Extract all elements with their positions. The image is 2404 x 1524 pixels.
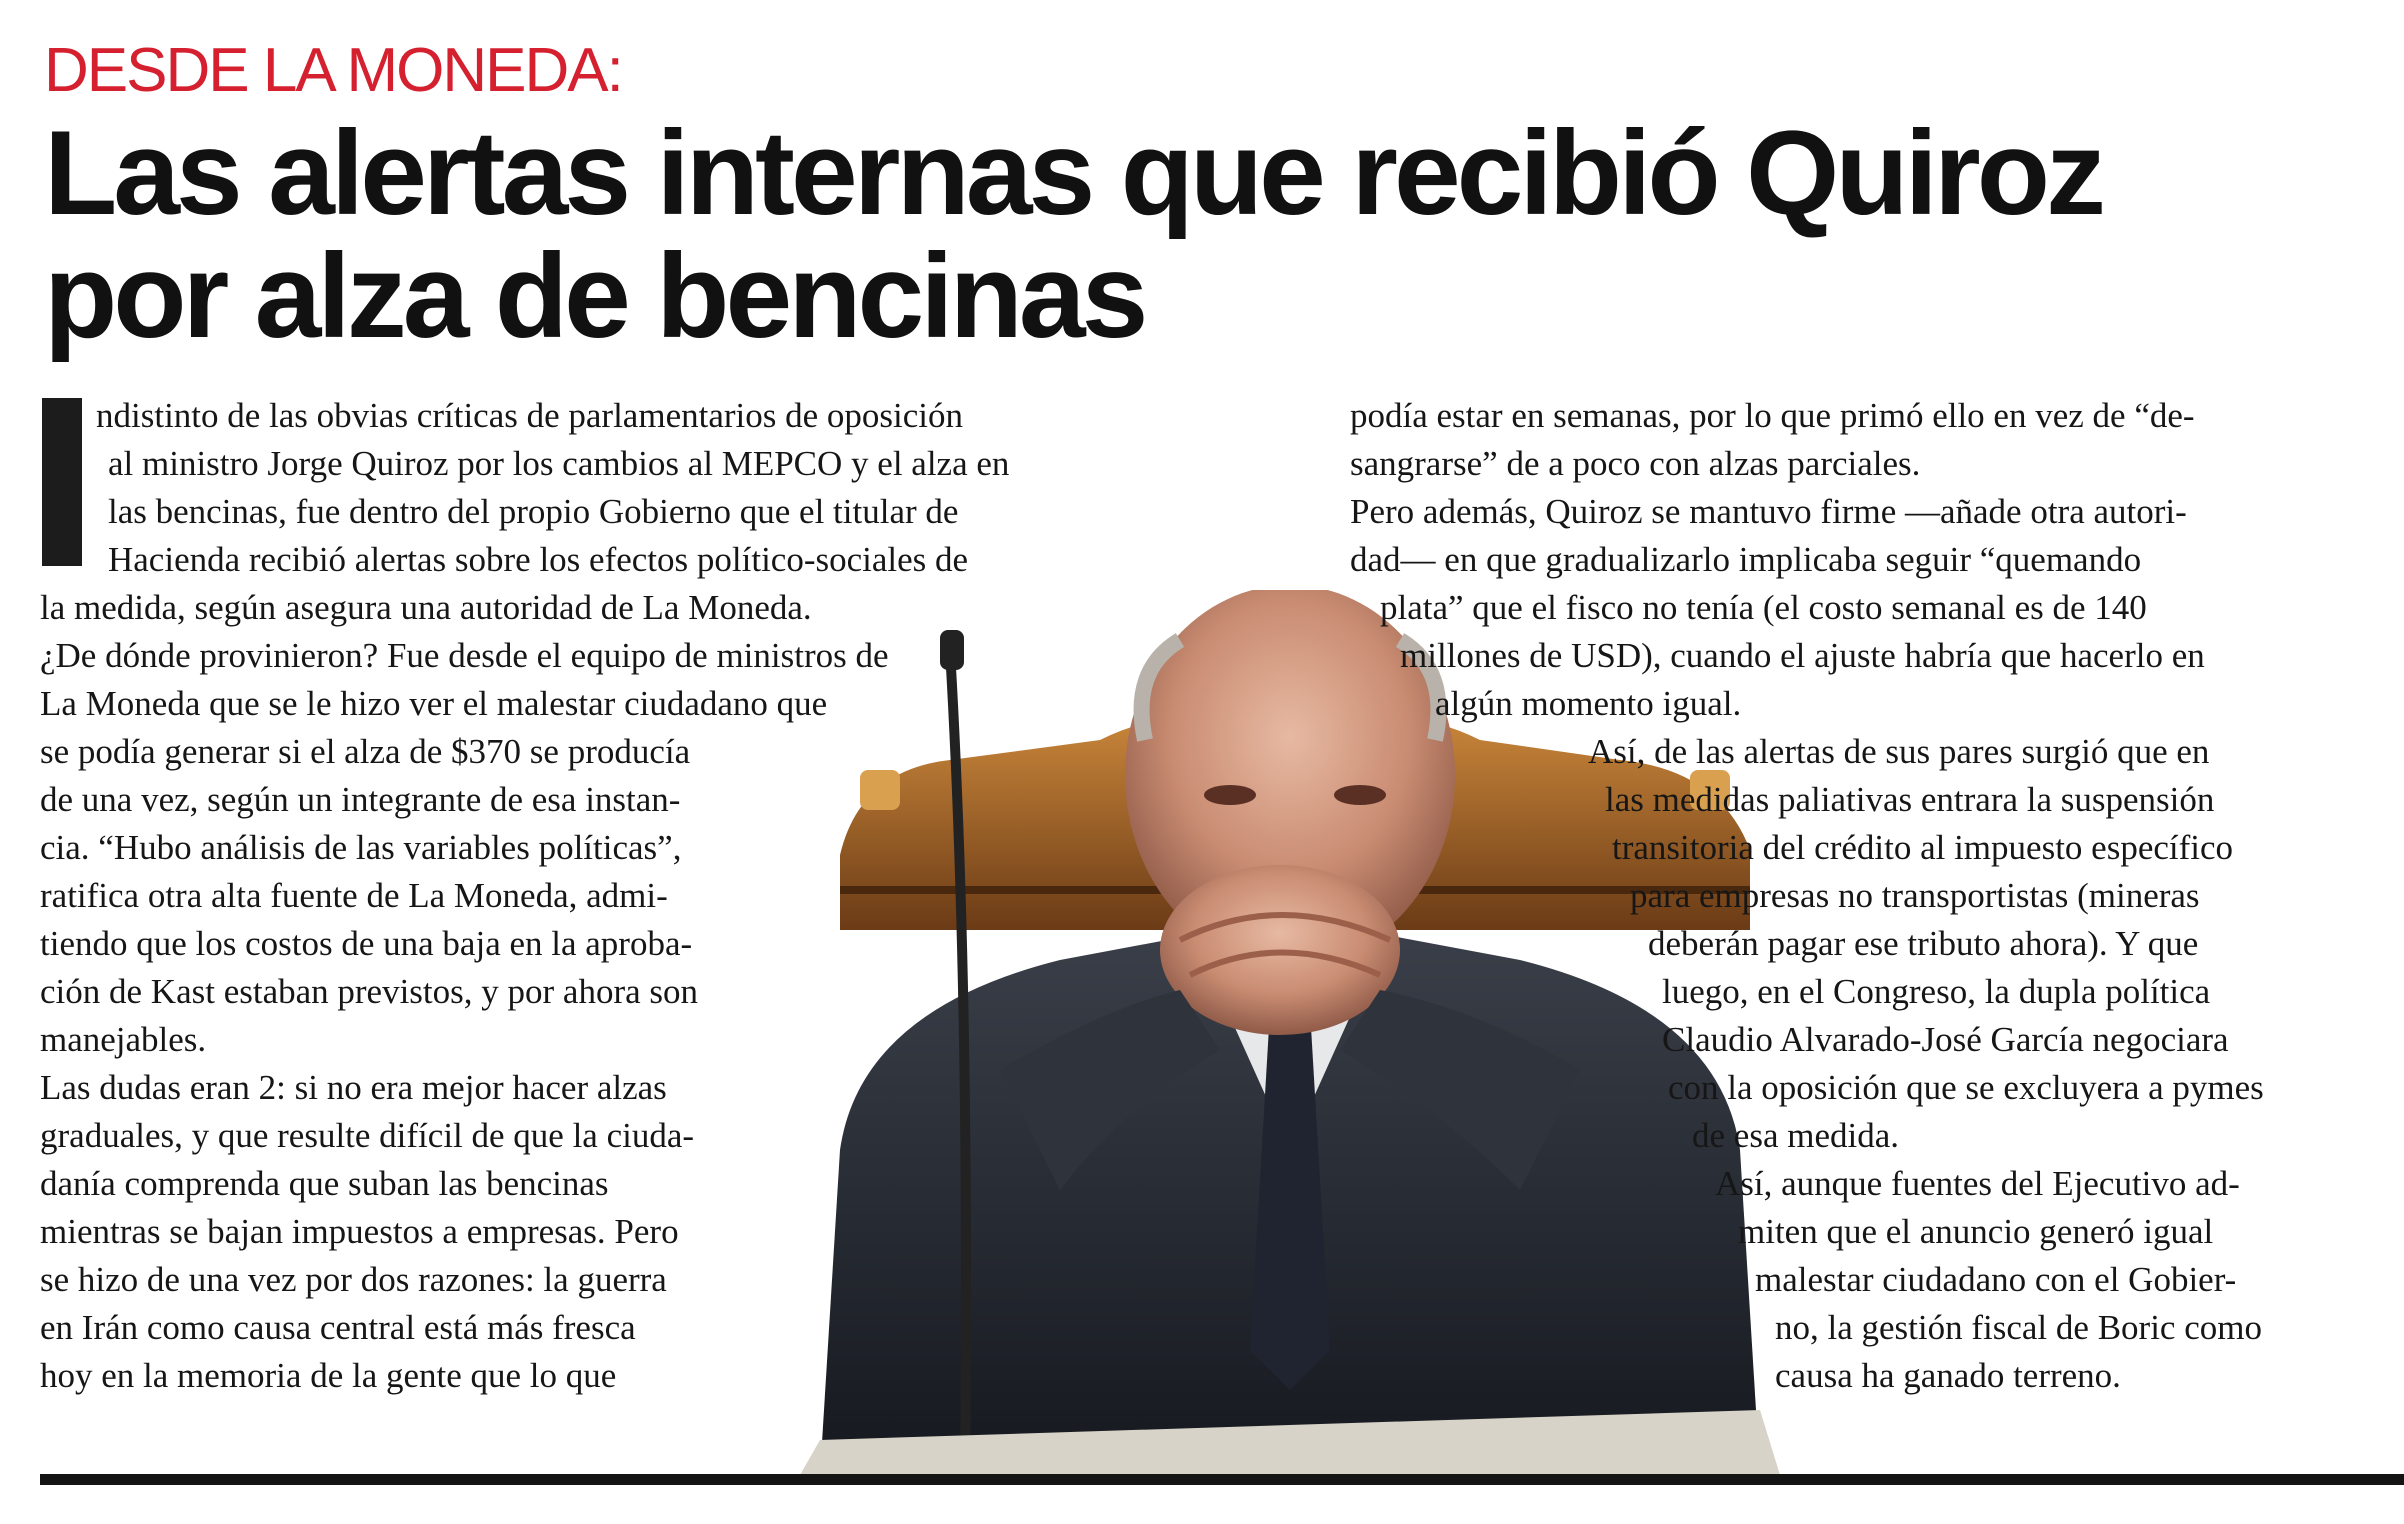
article-line: tiendo que los costos de una baja en la aproba- [40,924,693,963]
article-line: con la oposición que se excluyera a pymes [1668,1068,2264,1107]
headline-line-2: por alza de bencinas [44,229,1145,363]
article-line: danía comprenda que suban las bencinas [40,1164,609,1203]
article-line: hoy en la memoria de la gente que lo que [40,1356,617,1395]
article-line: manejables. [40,1020,207,1059]
article-line: deberán pagar ese tributo ahora). Y que [1648,924,2199,963]
article-right-column [1350,392,2264,1400]
article-line: ratifica otra alta fuente de La Moneda, admi- [40,876,668,915]
article-line: Pero además, Quiroz se mantuvo firme —añade otra autori- [1350,492,2187,531]
article-line: cia. “Hubo análisis de las variables políticas”, [40,828,682,867]
article-line: Las dudas eran 2: si no era mejor hacer alzas [40,1068,667,1107]
article-line: al ministro Jorge Quiroz por los cambios al MEPCO y el alza en [108,444,1010,483]
article-line: Claudio Alvarado-José García negociara [1662,1020,2229,1059]
article-line: Así, aunque fuentes del Ejecutivo ad- [1715,1164,2240,1203]
article-line: dad— en que gradualizarlo implicaba seguir “quemando [1350,540,2142,579]
article-line: en Irán como causa central está más fresca [40,1308,636,1347]
article-line: ndistinto de las obvias críticas de parlamentarios de oposición [96,396,964,435]
article-line: miten que el anuncio generó igual [1738,1212,2214,1251]
article-line: graduales, y que resulte difícil de que la ciuda- [40,1116,695,1155]
article-line: ción de Kast estaban previstos, y por ahora son [40,972,699,1011]
article-line: ¿De dónde provinieron? Fue desde el equipo de ministros de [40,636,889,675]
section-kicker: DESDE LA MONEDA: [44,36,622,105]
article-line: la medida, según asegura una autoridad de La Moneda. [40,588,812,627]
article-line: transitoria del crédito al impuesto específico [1612,828,2234,867]
article-line: La Moneda que se le hizo ver el malestar ciudadano que [40,684,828,723]
article-line: se podía generar si el alza de $370 se producía [40,732,691,771]
article-line: algún momento igual. [1435,684,1742,723]
article-line: de esa medida. [1692,1116,1899,1155]
article-line: no, la gestión fiscal de Boric como [1775,1308,2262,1347]
article-line: causa ha ganado terreno. [1775,1356,2121,1395]
article-line: para empresas no transportistas (mineras [1630,876,2200,915]
article-line: plata” que el fisco no tenía (el costo semanal es de 140 [1380,588,2147,627]
article-line: malestar ciudadano con el Gobier- [1755,1260,2237,1299]
article-line: las medidas paliativas entrara la suspensión [1605,780,2215,819]
article-line: sangrarse” de a poco con alzas parciales. [1350,444,1921,483]
article-line: millones de USD), cuando el ajuste habría que hacerlo en [1400,636,2205,675]
article-line: luego, en el Congreso, la dupla política [1662,972,2211,1011]
article-line: se hizo de una vez por dos razones: la guerra [40,1260,667,1299]
article-headline [44,106,2344,363]
article-line: mientras se bajan impuestos a empresas. Pero [40,1212,679,1251]
article-line: podía estar en semanas, por lo que primó ello en vez de “de- [1350,396,2195,435]
bottom-rule [40,1474,2404,1485]
article-line: las bencinas, fue dentro del propio Gobierno que el titular de [108,492,959,531]
article-line: Así, de las alertas de sus pares surgió que en [1588,732,2210,771]
headline-line-1: Las alertas internas que recibió Quiroz [44,106,2103,240]
article-line: de una vez, según un integrante de esa instan- [40,780,681,819]
article-line: Hacienda recibió alertas sobre los efectos político-sociales de [108,540,969,579]
